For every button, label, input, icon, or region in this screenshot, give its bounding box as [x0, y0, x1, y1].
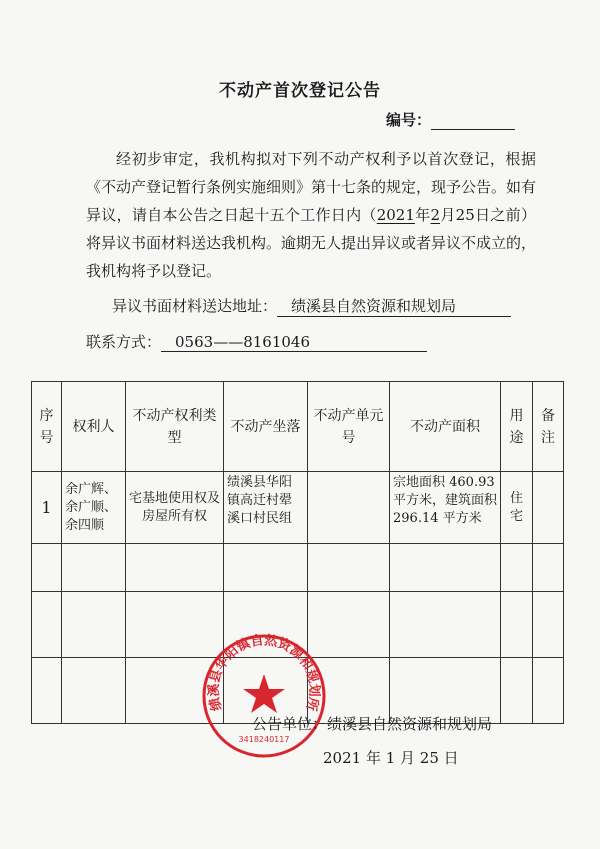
table-cell [533, 472, 564, 544]
seal-text: 绩溪县华阳镇自然资源和规划所 [206, 633, 322, 713]
seal-code: 3418240117 [238, 735, 290, 744]
table-cell: 宅基地使用权及房屋所有权 [126, 472, 224, 544]
serial-label: 编号： [386, 111, 432, 129]
table-row [32, 472, 564, 544]
page-title: 不动产首次登记公告 [219, 81, 381, 101]
table-cell [32, 544, 62, 592]
table-cell [308, 472, 390, 544]
table-cell [62, 658, 126, 724]
header-cell: 用途 [501, 382, 533, 472]
serial-number [386, 109, 515, 130]
contact-value: 0563——8161046 [161, 333, 427, 352]
table-cell [533, 544, 564, 592]
table-header-row [32, 382, 564, 472]
table-cell [32, 658, 62, 724]
table-cell [533, 658, 564, 724]
table-cell [501, 592, 533, 658]
table-cell [32, 592, 62, 658]
header-cell: 备注 [533, 382, 564, 472]
notice-paragraph [86, 145, 536, 285]
objection-address [112, 295, 511, 317]
table-cell [501, 544, 533, 592]
table-cell: 宗地面积 460.93 平方米，建筑面积 296.14 平方米 [390, 472, 501, 544]
deadline-day: 25 [455, 206, 475, 224]
deadline-year: 2021 [376, 206, 415, 224]
table-cell [501, 658, 533, 724]
contact-label: 联系方式： [86, 333, 162, 351]
table-cell: 1 [32, 472, 62, 544]
year-unit: 年 [414, 206, 431, 224]
address-label: 异议书面材料送达地址： [112, 297, 278, 315]
table-cell: 余广辉、余广顺、余四顺 [62, 472, 126, 544]
header-cell: 不动产面积 [390, 382, 501, 472]
official-seal [200, 632, 328, 760]
issue-date: 2021 年 1 月 25 日 [323, 749, 459, 767]
month-unit: 月 [440, 206, 456, 224]
table-cell [126, 544, 224, 592]
table-cell [224, 544, 308, 592]
header-cell: 权利人 [62, 382, 126, 472]
notice-body [86, 145, 536, 285]
paragraph-text: 经初步审定，我机构拟对下列不动产权利予以首次登记，根据《不动产登记暂行条例实施细则》第十七条的规定，现予公告。如有异议，请自本公告之日起十五个工作日内（ [86, 150, 537, 224]
table-cell [533, 592, 564, 658]
table-cell: 住宅 [501, 472, 533, 544]
table-row [32, 544, 564, 592]
header-cell: 不动产权利类型 [126, 382, 224, 472]
serial-blank-line [431, 115, 515, 130]
issuing-unit: 公告单位：绩溪县自然资源和规划局 [252, 715, 493, 733]
deadline-month: 2 [430, 206, 441, 224]
header-cell: 不动产单元号 [308, 382, 390, 472]
table-cell [390, 544, 501, 592]
address-value: 绩溪县自然资源和规划局 [277, 295, 511, 317]
table-cell [62, 592, 126, 658]
table-cell [62, 544, 126, 592]
paragraph-text-end: 日之前）将异议书面材料送达我机构。逾期无人提出异议或者异议不成立的，我机构将予以登记。 [86, 206, 537, 280]
table-cell [390, 592, 501, 658]
header-cell: 序号 [32, 382, 62, 472]
seal-star-icon [243, 674, 285, 713]
table-cell [308, 544, 390, 592]
header-cell: 不动产坐落 [224, 382, 308, 472]
table-cell: 绩溪县华阳镇高迁村翚溪口村民组 [224, 472, 308, 544]
contact-info [86, 331, 427, 352]
